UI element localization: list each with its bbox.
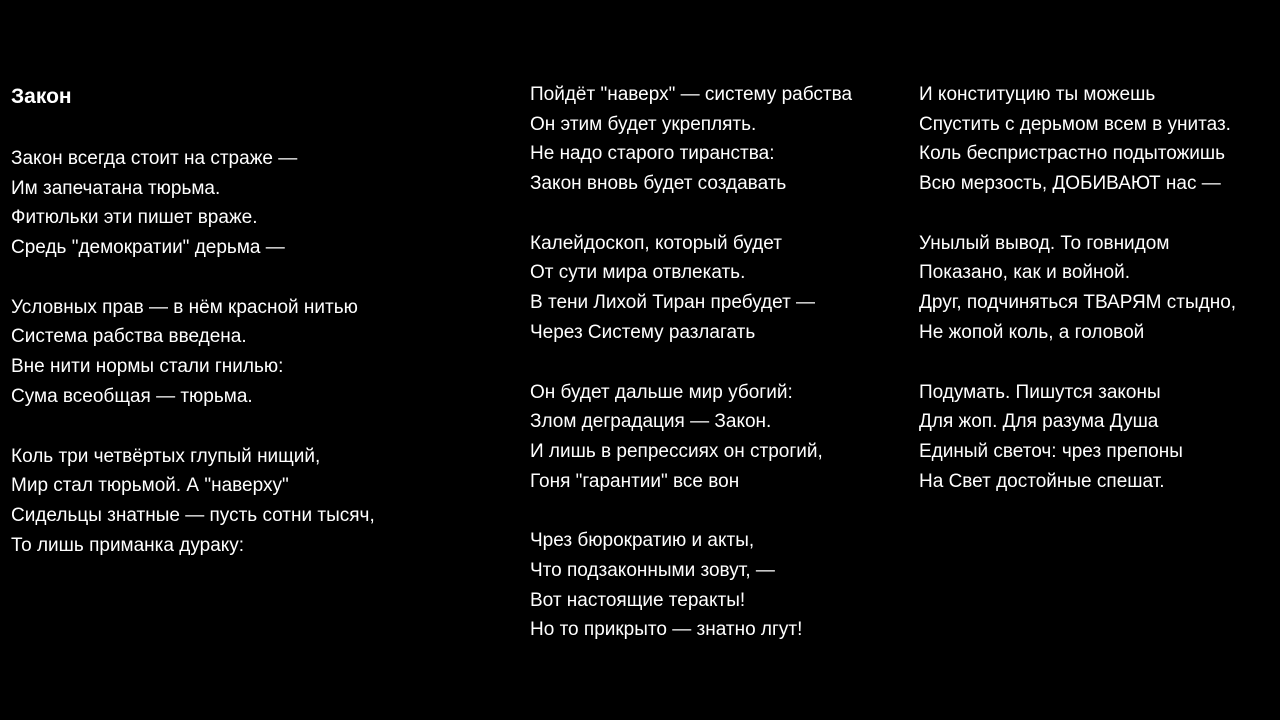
poem-line: Не жопой коль, а головой bbox=[919, 321, 1145, 343]
poem-line: Мир стал тюрьмой. А "наверху" bbox=[11, 475, 289, 497]
poem-line: Коль три четвёртых глупый нищий, bbox=[11, 445, 321, 467]
poem-column-2 bbox=[530, 80, 852, 675]
poem-line: Подумать. Пишутся законы bbox=[919, 381, 1161, 403]
poem-line: Злом деградация — Закон. bbox=[530, 411, 772, 433]
poem-title: Закон bbox=[11, 85, 72, 108]
poem-line: Единый светоч: чрез препоны bbox=[919, 440, 1183, 462]
poem-line: Им запечатана тюрьма. bbox=[11, 177, 221, 199]
poem-column-1 bbox=[11, 144, 375, 590]
poem-line: Закон вновь будет создавать bbox=[530, 173, 787, 195]
stanza bbox=[530, 80, 852, 199]
poem-line: Всю мерзость, ДОБИВАЮТ нас — bbox=[919, 173, 1221, 195]
poem-line: Чрез бюрократию и акты, bbox=[530, 530, 755, 552]
stanza bbox=[11, 144, 375, 263]
poem-line: Гоня "гарантии" все вон bbox=[530, 470, 740, 492]
poem-line: Друг, подчиняться ТВАРЯМ стыдно, bbox=[919, 292, 1237, 314]
stanza bbox=[919, 80, 1236, 199]
poem-line: Через Систему разлагать bbox=[530, 321, 756, 343]
poem-line: Пойдёт "наверх" — систему рабства bbox=[530, 84, 853, 105]
poem-line: Закон всегда стоит на страже — bbox=[11, 148, 298, 169]
poem-line: Он будет дальше мир убогий: bbox=[530, 381, 793, 403]
poem-line: Вне нити нормы стали гнилью: bbox=[11, 356, 284, 378]
stanza bbox=[919, 378, 1236, 497]
poem-line: Система рабства введена. bbox=[11, 326, 247, 348]
poem-line: Он этим будет укреплять. bbox=[530, 113, 757, 135]
stanza bbox=[530, 378, 852, 497]
poem-line: Условных прав — в нём красной нитью bbox=[11, 296, 358, 318]
stanza bbox=[919, 229, 1236, 348]
poem-line: То лишь приманка дураку: bbox=[11, 534, 245, 556]
poem-line: Унылый вывод. То говнидом bbox=[919, 232, 1170, 254]
poem-line: На Свет достойные спешат. bbox=[919, 470, 1165, 492]
poem-line: И конституцию ты можешь bbox=[919, 84, 1156, 105]
poem-line: Спустить с дерьмом всем в унитаз. bbox=[919, 113, 1231, 135]
stanza bbox=[11, 442, 375, 561]
poem-line: Фитюльки эти пишет враже. bbox=[11, 207, 258, 229]
stanza bbox=[530, 526, 852, 645]
poem-line: Для жоп. Для разума Душа bbox=[919, 411, 1159, 433]
poem-line: Вот настоящие теракты! bbox=[530, 589, 746, 611]
poem-column-3 bbox=[919, 80, 1236, 526]
poem-line: Калейдоскоп, который будет bbox=[530, 232, 782, 254]
poem-line: Средь "демократии" дерьма — bbox=[11, 237, 285, 259]
poem-line: Но то прикрыто — знатно лгут! bbox=[530, 619, 803, 641]
poem-line: Не надо старого тиранства: bbox=[530, 143, 775, 165]
poem-line: Сума всеобщая — тюрьма. bbox=[11, 385, 253, 407]
poem-line: В тени Лихой Тиран пребудет — bbox=[530, 292, 816, 314]
poem-line: Показано, как и войной. bbox=[919, 262, 1130, 284]
poem-line: И лишь в репрессиях он строгий, bbox=[530, 440, 823, 462]
poem-line: Что подзаконными зовут, — bbox=[530, 559, 775, 581]
stanza bbox=[530, 229, 852, 348]
poem-line: Коль беспристрастно подытожишь bbox=[919, 143, 1226, 165]
poem-line: От сути мира отвлекать. bbox=[530, 262, 746, 284]
poem-line: Сидельцы знатные — пусть сотни тысяч, bbox=[11, 504, 375, 526]
stanza bbox=[11, 293, 375, 412]
